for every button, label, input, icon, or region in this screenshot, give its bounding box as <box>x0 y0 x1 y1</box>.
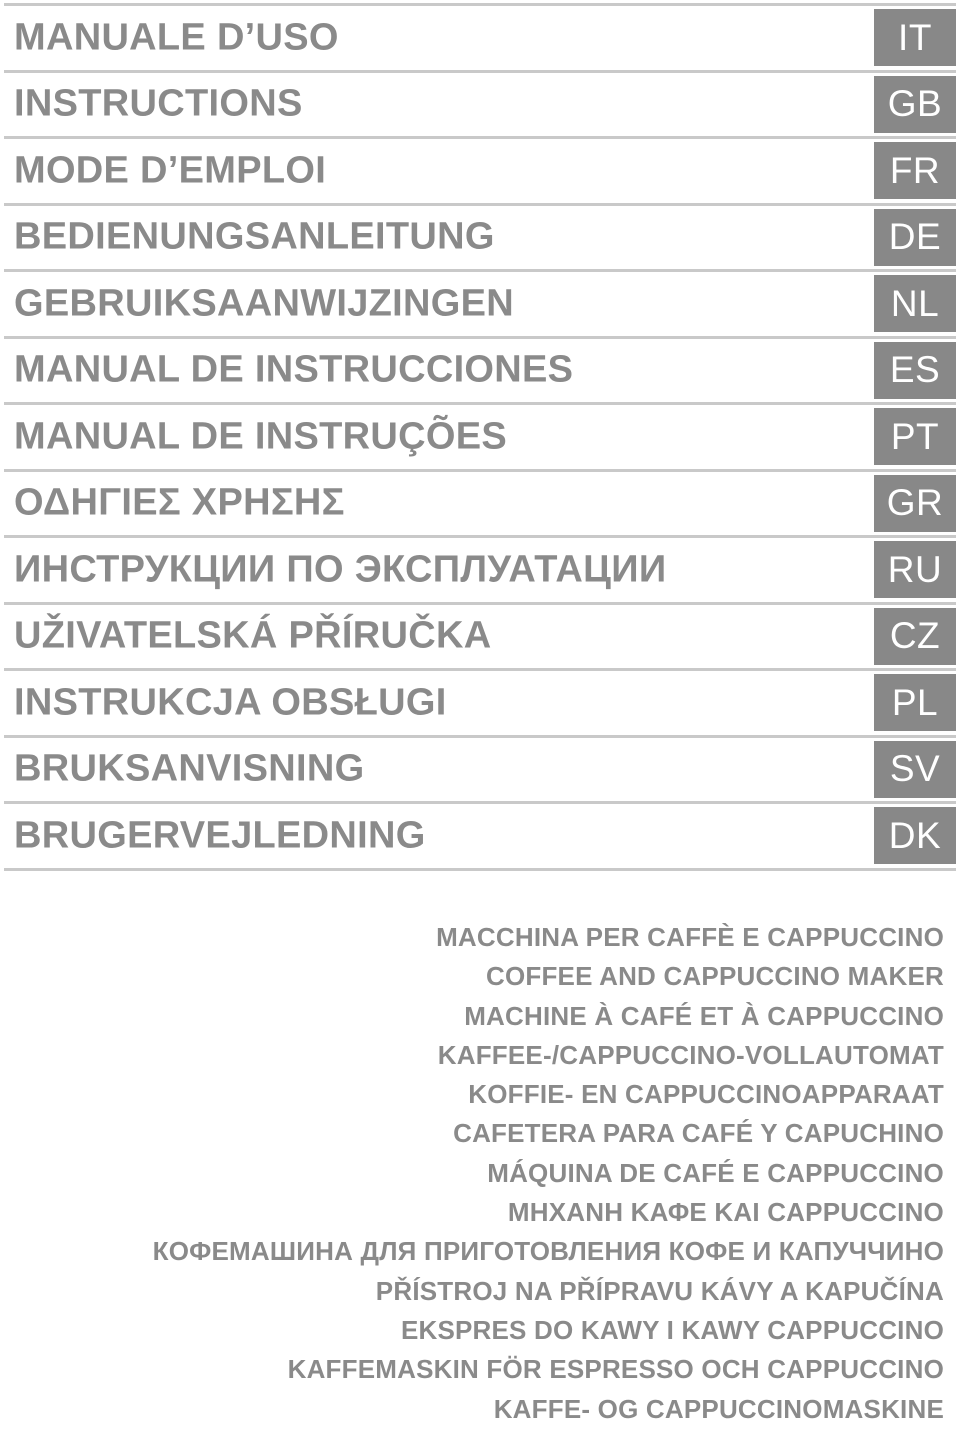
language-code-tab: DK <box>874 807 956 864</box>
manual-title: UŽIVATELSKÁ PŘÍRUČKA <box>14 614 492 657</box>
lang-row-fr <box>4 139 956 206</box>
manual-title: ИНСТРУКЦИИ ПО ЭКСПЛУАТАЦИИ <box>14 548 667 591</box>
lang-row-it <box>4 6 956 73</box>
language-code-tab: PL <box>874 674 956 731</box>
lang-row-ru <box>4 538 956 605</box>
lang-row-gb <box>4 73 956 140</box>
language-code-tab: ES <box>874 342 956 399</box>
lang-row-gr <box>4 472 956 539</box>
manual-title: MANUAL DE INSTRUÇÕES <box>14 415 507 458</box>
language-code-tab: FR <box>874 142 956 199</box>
manual-title: BRUGERVEJLEDNING <box>14 814 426 857</box>
manual-title: INSTRUCTIONS <box>14 82 303 125</box>
language-code-tab: PT <box>874 408 956 465</box>
language-code-tab: NL <box>874 275 956 332</box>
product-name: MACCHINA PER CAFFÈ E CAPPUCCINO <box>436 922 944 952</box>
language-code-tab: RU <box>874 541 956 598</box>
manual-title: MODE D’EMPLOI <box>14 149 327 192</box>
manual-title: BRUKSANVISNING <box>14 747 365 790</box>
language-code-tab: CZ <box>874 608 956 665</box>
manual-title: BEDIENUNGSANLEITUNG <box>14 215 495 258</box>
product-name: MACHINE À CAFÉ ET À CAPPUCCINO <box>464 1000 944 1031</box>
lang-row-dk <box>4 804 956 871</box>
lang-row-es <box>4 339 956 406</box>
lang-row-pt <box>4 405 956 472</box>
manual-title: MANUALE D’USO <box>14 16 339 59</box>
language-code-tab: IT <box>874 9 956 66</box>
manual-title: GEBRUIKSAANWIJZINGEN <box>14 282 515 325</box>
product-name: PŘÍSTROJ NA PŘÍPRAVU KÁVY A KAPUČÍNA <box>375 1275 944 1306</box>
product-name: CAFETERA PARA CAFÉ Y CAPUCHINO <box>453 1118 944 1149</box>
lang-row-sv <box>4 738 956 805</box>
product-name-list <box>153 918 944 1429</box>
product-name: ΜΗΧΑΝΗ ΚΑΦΕ ΚΑΙ CAPPUCCINO <box>507 1197 944 1228</box>
product-name: KOFFIE- EN CAPPUCCINOAPPARAAT <box>468 1079 944 1110</box>
lang-row-cz <box>4 605 956 672</box>
product-name: KAFFE- OG CAPPUCCINOMASKINE <box>493 1393 944 1424</box>
language-code-tab: SV <box>874 741 956 798</box>
manual-title: MANUAL DE INSTRUCCIONES <box>14 348 574 391</box>
product-name: KAFFEMASKIN FÖR ESPRESSO OCH CAPPUCCINO <box>287 1354 944 1385</box>
product-name: КОФЕМАШИНА ДЛЯ ПРИГОТОВЛЕНИЯ КОФЕ И КАПУЧЧИНО <box>152 1236 944 1267</box>
manual-title: INSTRUKCJA OBSŁUGI <box>14 681 447 724</box>
lang-row-nl <box>4 272 956 339</box>
language-code-tab: GB <box>874 76 956 133</box>
language-title-list <box>0 6 960 871</box>
language-code-tab: DE <box>874 209 956 266</box>
product-name: EKSPRES DO KAWY I KAWY CAPPUCCINO <box>400 1314 944 1345</box>
product-name: COFFEE AND CAPPUCCINO MAKER <box>485 961 944 992</box>
language-code-tab: GR <box>874 475 956 532</box>
product-name: KAFFEE-/CAPPUCCINO-VOLLAUTOMAT <box>437 1039 944 1070</box>
product-name: MÁQUINA DE CAFÉ E CAPPUCCINO <box>487 1157 944 1188</box>
manual-title: ΟΔΗΓΙΕΣ ΧΡΗΣΗΣ <box>14 481 345 524</box>
lang-row-de <box>4 206 956 273</box>
lang-row-pl <box>4 671 956 738</box>
